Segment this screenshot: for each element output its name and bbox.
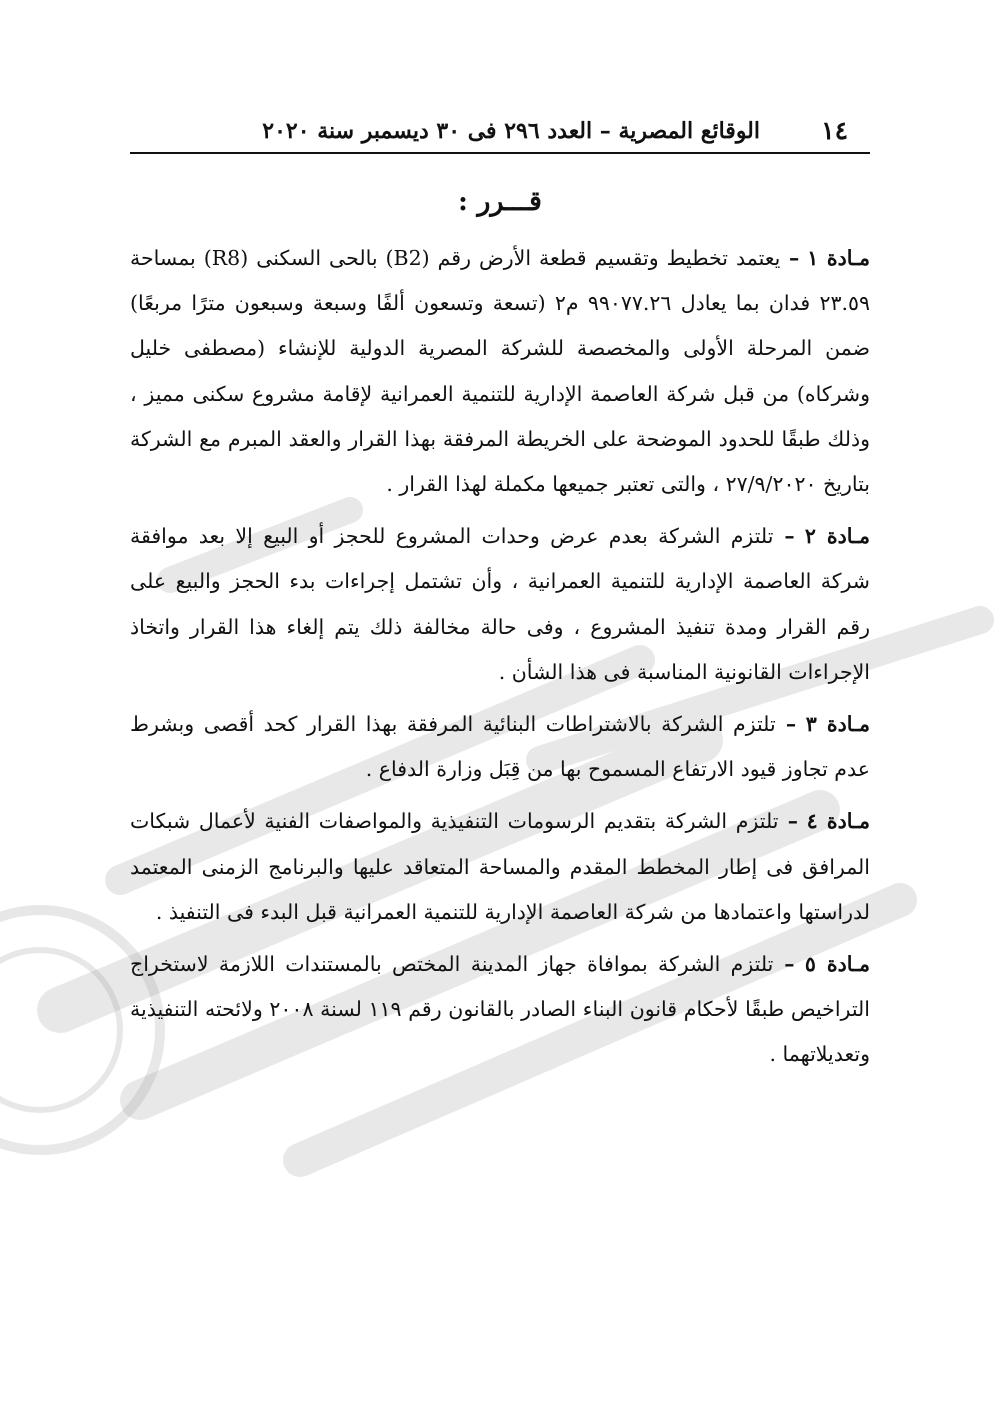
- decision-heading: قـــرر :: [458, 186, 542, 217]
- article-text: تلتزم الشركة بالاشتراطات البنائية المرفقة بهذا القرار كحد أقصى وبشرط عدم تجاوز قيود الارتفاع المسموح بها من قِبَل وزارة الدفاع .: [130, 712, 870, 782]
- article-4: مـادة ٤ – تلتزم الشركة بتقديم الرسومات التنفيذية والمواصفات الفنية لأعمال شبكات المرافق فى إطار المخطط المقدم والمساحة المتعاقد عليها والبرنامج الزمنى المعتمد لدراستها واعتمادها من شركة العاصمة الإدارية للتنمية العمرانية قبل البدء فى التنفيذ .: [130, 809, 870, 924]
- document-body: [130, 236, 870, 1085]
- article-text: تلتزم الشركة بتقديم الرسومات التنفيذية والمواصفات الفنية لأعمال شبكات المرافق فى إطار المخطط المقدم والمساحة المتعاقد عليها والبرنامج الزمنى المعتمد لدراستها واعتمادها من شركة العاصمة الإدارية للتنمية العمرانية قبل البدء فى التنفيذ .: [130, 809, 870, 924]
- article-text: تلتزم الشركة بعدم عرض وحدات المشروع للحجز أو البيع إلا بعد موافقة شركة العاصمة الإدارية للتنمية العمرانية ، وأن تشتمل إجراءات بدء الحجز والبيع على رقم القرار ومدة تنفيذ المشروع ، وفى حالة مخالفة ذلك يتم إلغاء هذا القرار واتخاذ الإجراءات القانونية المناسبة فى هذا الشأن .: [130, 524, 870, 684]
- page-number: ١٤: [821, 116, 848, 145]
- article-label: مـادة ٢: [804, 524, 870, 549]
- header-title: الوقائع المصرية – العدد ٢٩٦ فى ٣٠ ديسمبر سنة ٢٠٢٠: [262, 118, 760, 144]
- article-label: مـادة ١: [807, 246, 870, 270]
- article-text: يعتمد تخطيط وتقسيم قطعة الأرض رقم (B2) بالحى السكنى (R8) بمساحة ٢٣.٥٩ فدان بما يعادل ٩٩٠٧٧.٢٦ م٢ (تسعة وتسعون ألفًا وسبعة وسبعون مترًا مربعًا) ضمن المرحلة الأولى والمخصصة للشركة المصرية الدولية للإنشاء (مصطفى خليل وشركاه) من قبل شركة العاصمة الإدارية للتنمية العمرانية لإقامة مشروع سكنى مميز ، وذلك طبقًا للحدود الموضحة على الخريطة المرفقة بهذا القرار والعقد المبرم مع الشركة بتاريخ ٢٧/٩/٢٠٢٠ ، والتى تعتبر جميعها مكملة لهذا القرار .: [130, 246, 870, 497]
- article-label: مـادة ٣: [805, 712, 870, 737]
- article-1: مـادة ١ – يعتمد تخطيط وتقسيم قطعة الأرض رقم (B2) بالحى السكنى (R8) بمساحة ٢٣.٥٩ فدان بما يعادل ٩٩٠٧٧.٢٦ م٢ (تسعة وتسعون ألفًا وسبعة وسبعون مترًا مربعًا) ضمن المرحلة الأولى والمخصصة للشركة المصرية الدولية للإنشاء (مصطفى خليل وشركاه) من قبل شركة العاصمة الإدارية للتنمية العمرانية لإقامة مشروع سكنى مميز ، وذلك طبقًا للحدود الموضحة على الخريطة المرفقة بهذا القرار والعقد المبرم مع الشركة بتاريخ ٢٧/٩/٢٠٢٠ ، والتى تعتبر جميعها مكملة لهذا القرار .: [130, 246, 870, 497]
- page-header: [130, 112, 870, 154]
- article-label: مـادة ٥: [804, 952, 870, 977]
- article-3: مـادة ٣ – تلتزم الشركة بالاشتراطات البنائية المرفقة بهذا القرار كحد أقصى وبشرط عدم تجاوز قيود الارتفاع المسموح بها من قِبَل وزارة الدفاع .: [130, 712, 870, 782]
- article-text: تلتزم الشركة بموافاة جهاز المدينة المختص بالمستندات اللازمة لاستخراج التراخيص طبقًا لأحكام قانون البناء الصادر بالقانون رقم ١١٩ لسنة ٢٠٠٨ ولائحته التنفيذية وتعديلاتهما .: [130, 952, 870, 1067]
- article-2: مـادة ٢ – تلتزم الشركة بعدم عرض وحدات المشروع للحجز أو البيع إلا بعد موافقة شركة العاصمة الإدارية للتنمية العمرانية ، وأن تشتمل إجراءات بدء الحجز والبيع على رقم القرار ومدة تنفيذ المشروع ، وفى حالة مخالفة ذلك يتم إلغاء هذا القرار واتخاذ الإجراءات القانونية المناسبة فى هذا الشأن .: [130, 524, 870, 684]
- article-5: مـادة ٥ – تلتزم الشركة بموافاة جهاز المدينة المختص بالمستندات اللازمة لاستخراج التراخيص طبقًا لأحكام قانون البناء الصادر بالقانون رقم ١١٩ لسنة ٢٠٠٨ ولائحته التنفيذية وتعديلاتهما .: [130, 952, 870, 1067]
- article-label: مـادة ٤: [806, 809, 870, 834]
